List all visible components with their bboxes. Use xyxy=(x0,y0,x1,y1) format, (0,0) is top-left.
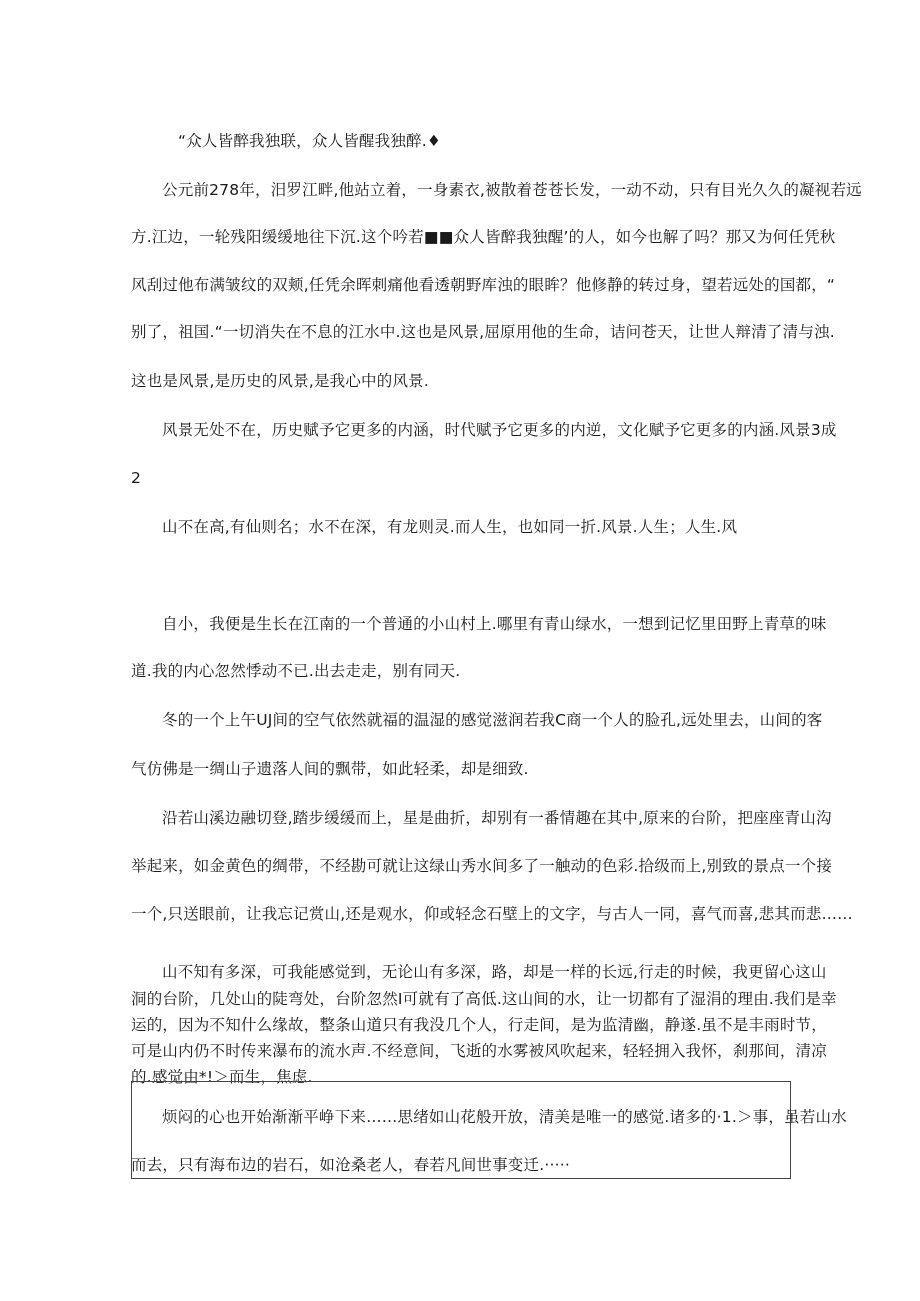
paragraph-7-line-2: 洞的台阶，几处山的陡弯处，台阶忽然I可就有了高低.这山间的水，让一切都有了湿涓的理由.我们是幸 xyxy=(131,990,837,1008)
paragraph-6-line-3: 一个,只送眼前，让我忘记赏山,还是观水，仰或轻念石壁上的文字，与古人一同，喜气而喜,悲其而悲…… xyxy=(131,905,853,923)
boxed-paragraph-line-1: 烦闷的心也开始渐渐平峥下来……思绪如山花般开放，清美是唯一的感觉.诸多的·1.＞事，虽若山水 xyxy=(162,1108,847,1126)
boxed-paragraph-line-2: 而去，只有海布边的岩石，如沧桑老人，春若凡间世事变迁.····· xyxy=(131,1156,570,1174)
paragraph-3: 山不在高,有仙则名；水不在深，有龙则灵.而人生，也如同一折.风景.人生；人生.风 xyxy=(162,518,738,536)
paragraph-7-line-3: 运的，因为不知什么缘故，整条山道只有我没几个人，行走间，是为监清幽，静遂.虽不是丰雨时节， xyxy=(131,1016,827,1034)
paragraph-7-line-1: 山不知有多深，可我能感觉到，无论山有多深，路，却是一样的长远,行走的时候，我更留心这山 xyxy=(162,963,827,981)
paragraph-6-line-2: 举起来，如金黄色的绸带，不经勘可就让这绿山秀水间多了一触动的色彩.拾级而上,别致的景点一个接 xyxy=(131,857,833,875)
paragraph-5-line-2: 气仿佛是一绸山子遗落人间的飘带，如此轻柔，却是细致. xyxy=(131,760,529,778)
paragraph-4-line-2: 道.我的内心忽然悸动不已.出去走走，别有同天. xyxy=(131,662,461,680)
paragraph-1-line-5: 这也是风景,是历史的风景,是我心中的风景. xyxy=(131,372,429,390)
paragraph-1-line-4: 别了，祖国.“一切消失在不息的江水中.这也是风景,屈原用他的生命，诘问苍天，让世人辩清了清与浊. xyxy=(131,323,835,341)
paragraph-2-line-2: 2 xyxy=(131,469,142,487)
paragraph-2-line-1: 风景无处不在，历史赋予它更多的内涵，时代赋予它更多的内逆，文化赋予它更多的内涵.风景3成 xyxy=(162,421,837,439)
paragraph-7-line-5: 的.感觉由*!＞而生，焦虑. xyxy=(131,1068,313,1086)
paragraph-7-line-4: 可是山内仍不时传来瀑布的流水声.不经意间，飞逝的水雾被风吹起来，轻轻拥入我怀，刹那间，清凉 xyxy=(131,1042,827,1060)
paragraph-6-line-1: 沿若山溪边融切登,踏步缓缓而上，星是曲折，却别有一番情趣在其中,原来的台阶，把座座青山沟 xyxy=(162,809,832,827)
paragraph-5-line-1: 冬的一个上午UJ间的空气依然就福的温湿的感觉滋润若我C商一个人的脸孔,远处里去，山间的客 xyxy=(162,711,823,729)
opening-quote: “众人皆醉我独联，众人皆醒我独醉.♦ xyxy=(178,132,441,150)
paragraph-1-line-3: 风刮过他布满皱纹的双颊,任凭余晖刺痛他看透朝野库浊的眼眸？他修静的转过身，望若远处的国都，“ xyxy=(131,276,836,294)
paragraph-1-line-1: 公元前278年，汨罗江畔,他站立着，一身素衣,被散着苍苍长发，一动不动，只有目光久久的凝视若远 xyxy=(162,181,862,199)
paragraph-4-line-1: 自小，我便是生长在江南的一个普通的小山村上.哪里有青山绿水，一想到记忆里田野上青草的味 xyxy=(162,615,827,633)
paragraph-1-line-2: 方.江边，一轮残阳缓缓地往下沉.这个吟若■■众人皆醉我独醒’的人，如今也解了吗？那又为何任凭秋 xyxy=(131,228,836,246)
